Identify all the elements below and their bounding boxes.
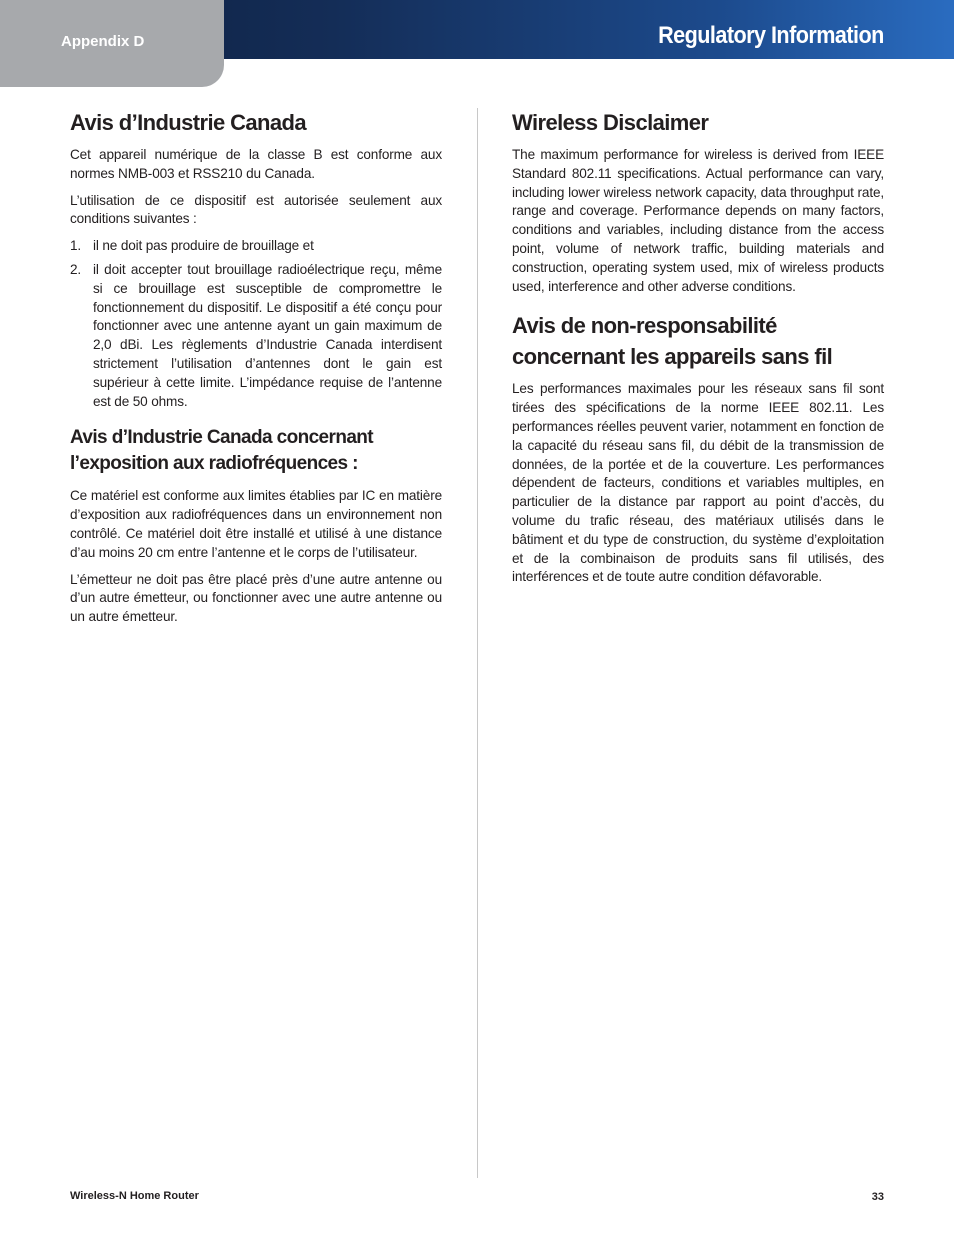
heading-industrie-canada: Avis d’Industrie Canada — [70, 110, 306, 135]
paragraph: L’utilisation de ce dispositif est autorisée seulement aux conditions suivantes : — [70, 192, 442, 227]
paragraph: Cet appareil numérique de la classe B est conforme aux normes NMB-003 et RSS210 du Canada. — [70, 147, 442, 181]
page-number: 33 — [871, 1191, 884, 1203]
list-item — [70, 237, 442, 256]
right-column — [512, 108, 884, 595]
appendix-label: Appendix D — [61, 33, 145, 50]
list-text: il doit accepter tout brouillage radioélectrique reçu, même si ce brouillage est susceptible de compromettre le fonctionnement du dispositif. Le dispositif a été conçu pour fonctionner avec une antenne ayant un gain maximum de 2,0 dBi. Les règlements d’Industrie Canada interdisent strictement l’utilisation d’antennes dont le gain est supérieur à cette limite. L’impédance requise de l’antenne est de 50 ohms. — [93, 261, 442, 409]
column-divider — [477, 108, 478, 1178]
heading-non-responsabilite: Avis de non-responsabilité concernant les appareils sans fil — [512, 313, 833, 370]
heading-exposition: Avis d’Industrie Canada concernant l’exposition aux radiofréquences : — [70, 427, 374, 475]
paragraph: The maximum performance for wireless is derived from IEEE Standard 802.11 specifications. Actual performance can vary, including lower wireless network capacity, data throughput rate, range and coverage. Performance depends on many factors, conditions and variables, including distance from the access point, volume of network traffic, building materials and construction, operating system used, mix of wireless products used, interference and other adverse conditions. — [512, 147, 884, 294]
list-number: 1. — [70, 238, 82, 254]
left-column — [70, 108, 442, 635]
conditions-list — [70, 237, 442, 411]
paragraph: Les performances maximales pour les réseaux sans fil sont tirées des spécifications de la norme IEEE 802.11. Les performances réelles peuvent varier, notamment en fonction de la capacité du réseau sans fil, du débit de la transmission de données, de la portée et de la couverture. Les performances dépendent de facteurs, conditions et variables multiples, en particulier de la distance par rapport au point d’accès, du volume du trafic réseau, des matériaux utilisés dans le bâtiment et du type de construction, du système d’exploitation et de la combinaison de produits sans fil utilisés, des interférences et de toute autre condition défavorable. — [512, 381, 884, 585]
list-number: 2. — [70, 261, 82, 277]
list-item — [70, 261, 442, 411]
heading-wireless-disclaimer: Wireless Disclaimer — [512, 110, 709, 135]
footer-product-name: Wireless-N Home Router — [70, 1190, 199, 1202]
paragraph: Ce matériel est conforme aux limites établies par IC en matière d’exposition aux radiofréquences dans un environnement non contrôlé. Ce matériel doit être installé et utilisé à une distance d’au moins 20 cm entre l’antenne et le corps de l’utilisateur. — [70, 488, 442, 560]
section-title: Regulatory Information — [658, 22, 884, 49]
list-text: il ne doit pas produire de brouillage et — [93, 238, 314, 254]
paragraph: L’émetteur ne doit pas être placé près d’une autre antenne ou d’un autre émetteur, ou fonctionner avec une autre antenne ou un autre émetteur. — [70, 571, 442, 625]
appendix-tab — [0, 0, 224, 87]
